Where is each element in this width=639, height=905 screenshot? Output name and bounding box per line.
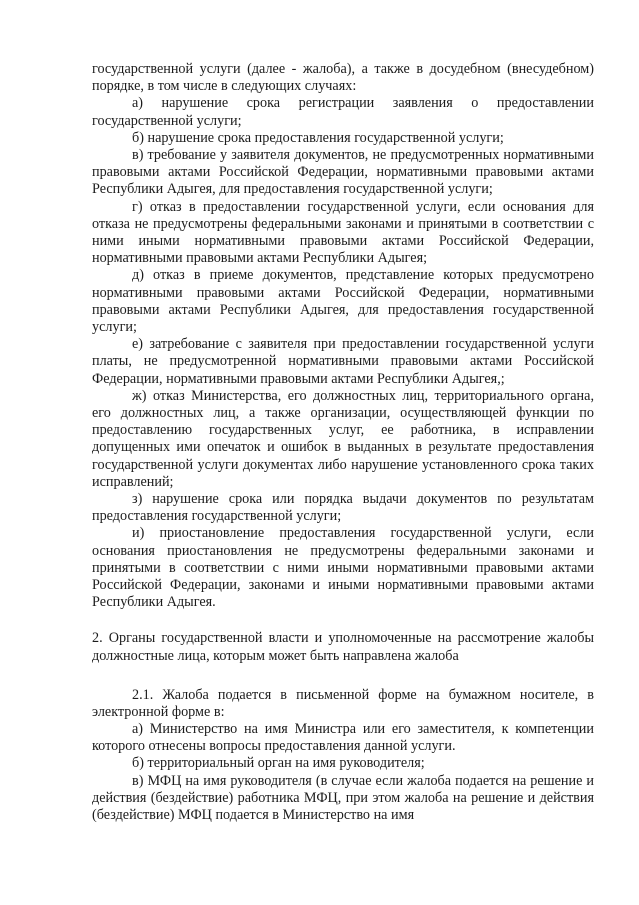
document-body [92, 61, 594, 824]
section-item-a: а) Министерство на имя Министра или его заместителя, к компетенции которого отнесены вопросы предоставления данной услуги. [92, 720, 594, 755]
section-paragraph-2-1: 2.1. Жалоба подается в письменной форме на бумажном носителе, в электронной форме в: [92, 686, 594, 720]
list-item-v: в) требование у заявителя документов, не предусмотренных нормативными правовыми актами Российской Федерации, нормативными правовыми актами Республики Адыгея, для предоставления государственной услуги; [92, 147, 594, 198]
section-heading: 2. Органы государственной власти и уполномоченные на рассмотрение жалобы должностные лица, которым может быть направлена жалоба [92, 629, 594, 664]
list-item-e: е) затребование с заявителя при предоставлении государственной услуги платы, не предусмотренной нормативными правовыми актами Российской Федерации, нормативными правовыми актами Республики Адыгея,; [92, 336, 594, 387]
paragraph-intro: государственной услуги (далее - жалоба), а также в досудебном (внесудебном) порядке, в том числе в следующих случаях: [92, 61, 594, 95]
list-item-z: з) нарушение срока или порядка выдачи документов по результатам предоставления государственной услуги; [92, 491, 594, 525]
list-item-i: и) приостановление предоставления государственной услуги, если основания приостановления не предусмотрены федеральными законами и принятыми в соответствии с ними иными нормативными правовыми актами Российской Федерации, законами и иными нормативными правовыми актами Республики Адыгея. [92, 525, 594, 611]
section-item-b: б) территориальный орган на имя руководителя; [132, 755, 425, 772]
list-item-a: а) нарушение срока регистрации заявления о предоставлении государственной услуги; [92, 95, 594, 129]
list-item-g: г) отказ в предоставлении государственной услуги, если основания для отказа не предусмотрены федеральными законами и принятыми в соответствии с ними иными нормативными правовыми актами Российской Федерации, нормативными правовыми актами Республики Адыгея; [92, 198, 594, 267]
section-item-v: в) МФЦ на имя руководителя (в случае если жалоба подается на решение и действия (бездействие) работника МФЦ, при этом жалоба на решение и действия (бездействие) МФЦ подается в Министерство на имя [92, 772, 594, 823]
list-item-d: д) отказ в приеме документов, представление которых предусмотрено нормативными правовыми актами Российской Федерации, нормативными правовыми актами Республики Адыгея, для предоставления государственной услуги; [92, 267, 594, 336]
list-item-zh: ж) отказ Министерства, его должностных лиц, территориального органа, его должностных лиц, а также организации, осуществляющей функции по предоставлению государственных услуг, ее работника, в исправлении допущенных ими опечаток и ошибок в выданных в результате предоставления государственной услуги документах либо нарушение установленного срока таких исправлений; [92, 387, 594, 490]
list-item-b: б) нарушение срока предоставления государственной услуги; [132, 129, 504, 146]
